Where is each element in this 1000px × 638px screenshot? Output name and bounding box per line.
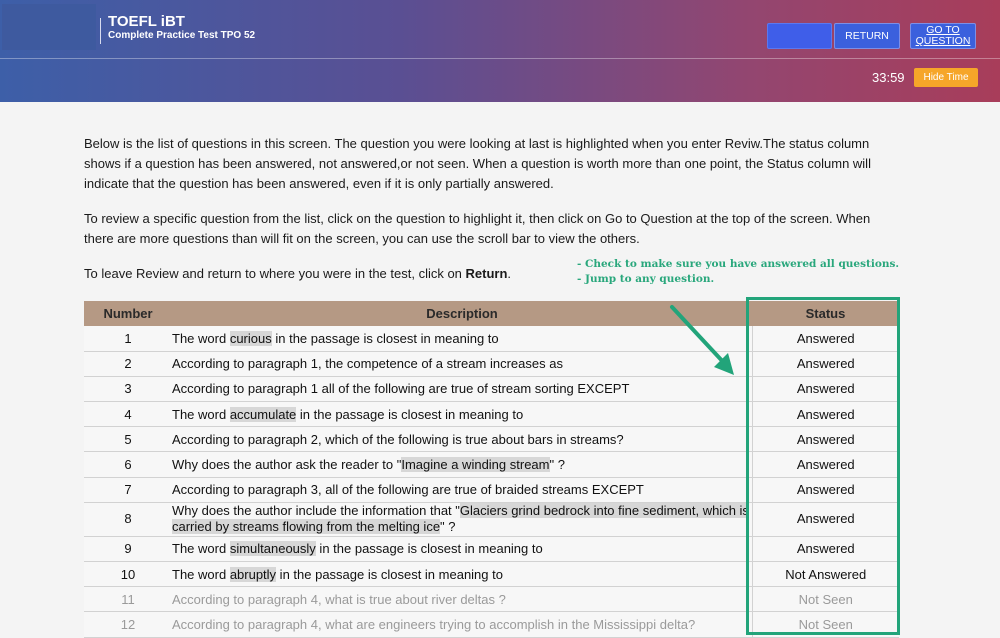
question-description	[172, 376, 752, 401]
description-text: According to paragraph 4, what are engineers trying to accomplish in the Mississippi delta?	[172, 616, 696, 632]
description-text: Why does the author ask the reader to "	[172, 457, 402, 473]
table-header-row	[84, 301, 899, 326]
table-row[interactable]	[84, 402, 899, 427]
question-number: 9	[84, 536, 172, 561]
question-number: 11	[84, 587, 172, 612]
description-text: According to paragraph 2, which of the following is true about bars in streams?	[172, 431, 624, 447]
question-status: Answered	[752, 427, 899, 452]
table-row[interactable]	[84, 452, 899, 477]
description-text: According to paragraph 3, all of the following are true of braided streams EXCEPT	[172, 482, 644, 498]
description-text: Why does the author include the information that "	[172, 503, 460, 519]
question-description	[172, 562, 752, 587]
description-text: The word	[172, 566, 230, 582]
question-description	[172, 452, 752, 477]
question-status: Answered	[752, 536, 899, 561]
header-divider	[0, 58, 1000, 59]
go-to-question-button[interactable]: GO TO QUESTION	[910, 23, 976, 49]
app-title: TOEFL iBT	[108, 13, 185, 30]
highlighted-term: Glaciers grind bedrock into fine sediment, which is carried by streams flowing from the melting ice	[172, 503, 749, 535]
question-description	[172, 612, 752, 637]
description-text: According to paragraph 1, the competence of a stream increases as	[172, 356, 563, 372]
hide-time-button[interactable]: Hide Time	[914, 68, 978, 87]
description-text: The word	[172, 406, 230, 422]
question-description	[172, 326, 752, 351]
table-row[interactable]	[84, 326, 899, 351]
title-divider	[100, 18, 101, 44]
question-description	[172, 502, 752, 536]
description-text: According to paragraph 4, what is true about river deltas ?	[172, 591, 506, 607]
question-status: Answered	[752, 402, 899, 427]
logo	[2, 4, 96, 50]
instructions-paragraph-2: To review a specific question from the list, click on the question to highlight it, then click on Go to Question at the top of the screen. When there are more questions than will fit on the screen, you can use the scroll bar to view the others.	[84, 211, 871, 246]
blank-toolbar-button[interactable]	[767, 23, 832, 49]
table-row[interactable]	[84, 376, 899, 401]
question-number: 1	[84, 326, 172, 351]
question-description	[172, 402, 752, 427]
question-number: 10	[84, 562, 172, 587]
question-status: Not Seen	[752, 587, 899, 612]
question-number: 3	[84, 376, 172, 401]
description-text-end: " ?	[440, 519, 456, 535]
table-row[interactable]	[84, 427, 899, 452]
description-text-end: in the passage is closest in meaning to	[296, 406, 524, 422]
header-bar	[0, 0, 1000, 102]
question-description	[172, 477, 752, 502]
header-description: Description	[172, 301, 752, 326]
table-row[interactable]	[84, 351, 899, 376]
question-number: 4	[84, 402, 172, 427]
table-row[interactable]	[84, 562, 899, 587]
table-row[interactable]	[84, 477, 899, 502]
annotation-note-2: - Jump to any question.	[577, 273, 715, 285]
question-status: Not Answered	[752, 562, 899, 587]
question-status: Answered	[752, 477, 899, 502]
p3-suffix: .	[507, 266, 512, 281]
question-status: Answered	[752, 452, 899, 477]
p3-return-word: Return	[465, 266, 508, 281]
return-button[interactable]: RETURN	[834, 23, 900, 49]
table-row[interactable]	[84, 536, 899, 561]
description-text-end: " ?	[549, 457, 565, 473]
question-status: Answered	[752, 351, 899, 376]
question-status: Answered	[752, 326, 899, 351]
annotation-arrow-icon	[668, 303, 738, 377]
highlighted-term: simultaneously	[229, 541, 316, 557]
header-number: Number	[84, 301, 172, 326]
question-description	[172, 351, 752, 376]
highlighted-term: abruptly	[229, 566, 277, 582]
instructions-paragraph-1: Below is the list of questions in this screen. The question you were looking at last is highlighted when you enter Reviw.The status column shows if a question has been answered, not answered,or not seen. When a question is worth more than one point, the Status column will indicate that the question has been answered, even if it is only partially answered.	[84, 136, 871, 191]
question-description	[172, 587, 752, 612]
highlighted-term: curious	[229, 330, 272, 346]
question-status: Answered	[752, 376, 899, 401]
description-text-end: in the passage is closest in meaning to	[315, 541, 543, 557]
table-row[interactable]	[84, 612, 899, 637]
question-number: 12	[84, 612, 172, 637]
question-number: 6	[84, 452, 172, 477]
question-number: 2	[84, 351, 172, 376]
annotation-note-1: - Check to make sure you have answered all questions.	[577, 258, 900, 270]
question-review-table	[84, 301, 899, 638]
question-number: 8	[84, 502, 172, 536]
timer: 33:59	[872, 70, 905, 85]
description-text: The word	[172, 330, 230, 346]
highlighted-term: accumulate	[229, 406, 297, 422]
table-row[interactable]	[84, 587, 899, 612]
header-status: Status	[752, 301, 899, 326]
description-text-end: in the passage is closest in meaning to	[271, 330, 499, 346]
question-description	[172, 536, 752, 561]
question-description	[172, 427, 752, 452]
app-subtitle: Complete Practice Test TPO 52	[108, 30, 256, 41]
p3-prefix: To leave Review and return to where you were in the test, click on	[84, 266, 466, 281]
question-number: 7	[84, 477, 172, 502]
question-status: Answered	[752, 502, 899, 536]
highlighted-term: Imagine a winding stream	[401, 457, 550, 473]
description-text-end: in the passage is closest in meaning to	[276, 566, 503, 582]
question-status: Not Seen	[752, 612, 899, 637]
question-number: 5	[84, 427, 172, 452]
table-row[interactable]	[84, 502, 899, 536]
description-text: According to paragraph 1 all of the following are true of stream sorting EXCEPT	[172, 381, 630, 397]
description-text: The word	[172, 541, 230, 557]
